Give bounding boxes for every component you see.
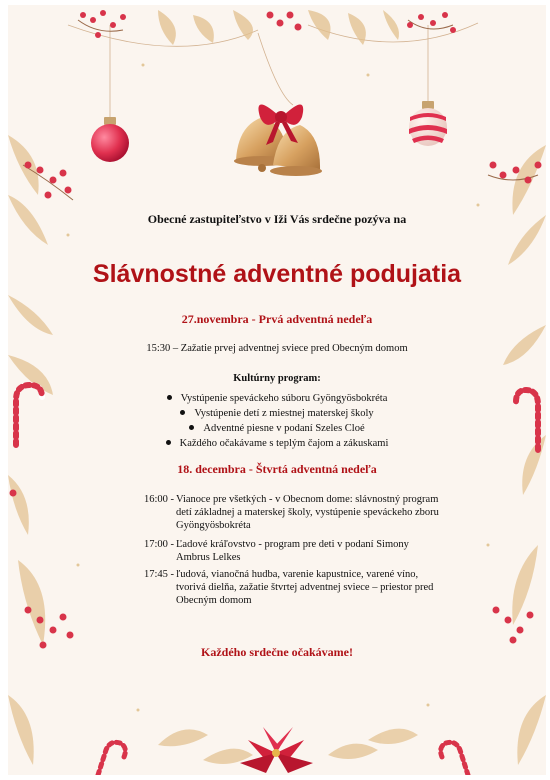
gold-leaf-icon bbox=[158, 10, 399, 45]
gold-leaf-icon bbox=[158, 729, 418, 764]
program-time: 17:00 - bbox=[144, 539, 175, 550]
list-item bbox=[8, 406, 546, 421]
gold-leaf-icon bbox=[503, 145, 546, 765]
bauble-icon bbox=[409, 101, 447, 146]
intro-text: Obecné zastupiteľstvo v Iži Vás srdečne pozýva na bbox=[147, 212, 407, 226]
bullet-icon bbox=[166, 440, 171, 445]
list-item-text: Vystúpenie detí z miestnej materskej školy bbox=[194, 408, 374, 419]
culture-label: Kultúrny program: bbox=[233, 373, 321, 384]
program-item bbox=[144, 568, 444, 607]
bells-icon bbox=[234, 117, 322, 176]
list-item-text: Vystúpenie speváckeho súboru Gyöngyösbokréta bbox=[180, 393, 388, 404]
list-item-text: Adventné piesne v podaní Szeles Cloé bbox=[203, 423, 365, 434]
list-item bbox=[8, 391, 546, 406]
list-item bbox=[8, 421, 546, 436]
bow-icon bbox=[258, 104, 303, 145]
program-text: Ľadové kráľovstvo - program pre deti v podaní Simony Ambrus Lelkes bbox=[176, 539, 409, 563]
bullet-icon bbox=[167, 395, 172, 400]
program-text: Vianoce pre všetkých - v Obecnom dome: slávnostný program detí základnej a materskej školy, vystúpenie speváckeho zboru Gyöngyösbokréta bbox=[176, 494, 439, 531]
program-item bbox=[144, 538, 444, 564]
list-item bbox=[8, 436, 546, 451]
bauble-icon bbox=[91, 117, 129, 162]
closing-text: Každého srdečne očakávame! bbox=[201, 645, 353, 659]
fourth-advent-heading: 18. decembra - Štvrtá adventná nedeľa bbox=[177, 462, 377, 476]
invitation-page bbox=[8, 5, 546, 775]
berry-branch-icon bbox=[78, 10, 456, 38]
bullet-icon bbox=[180, 410, 185, 415]
garland-icon bbox=[68, 23, 478, 120]
sparkle-icon bbox=[67, 64, 490, 712]
program-item bbox=[144, 493, 444, 532]
bullet-icon bbox=[189, 425, 194, 430]
program-time: 17:45 - bbox=[144, 569, 175, 580]
list-item-text: Každého očakávame s teplým čajom a zákuskami bbox=[179, 438, 389, 449]
poinsettia-icon bbox=[240, 727, 313, 773]
program-text: ľudová, vianočná hudba, varenie kapustnice, varené víno, tvorivá dielňa, zažatie štvrtej adventnej sviece – priestor pred Obecným domom bbox=[176, 569, 434, 606]
first-advent-heading: 27.novembra - Prvá adventná nedeľa bbox=[181, 312, 373, 326]
program-time: 16:00 - bbox=[144, 494, 175, 505]
culture-list bbox=[8, 391, 546, 451]
first-advent-line: 15:30 – Zažatie prvej adventnej sviece pred Obecným domom bbox=[146, 343, 408, 354]
page-title: Slávnostné adventné podujatia bbox=[92, 260, 462, 288]
